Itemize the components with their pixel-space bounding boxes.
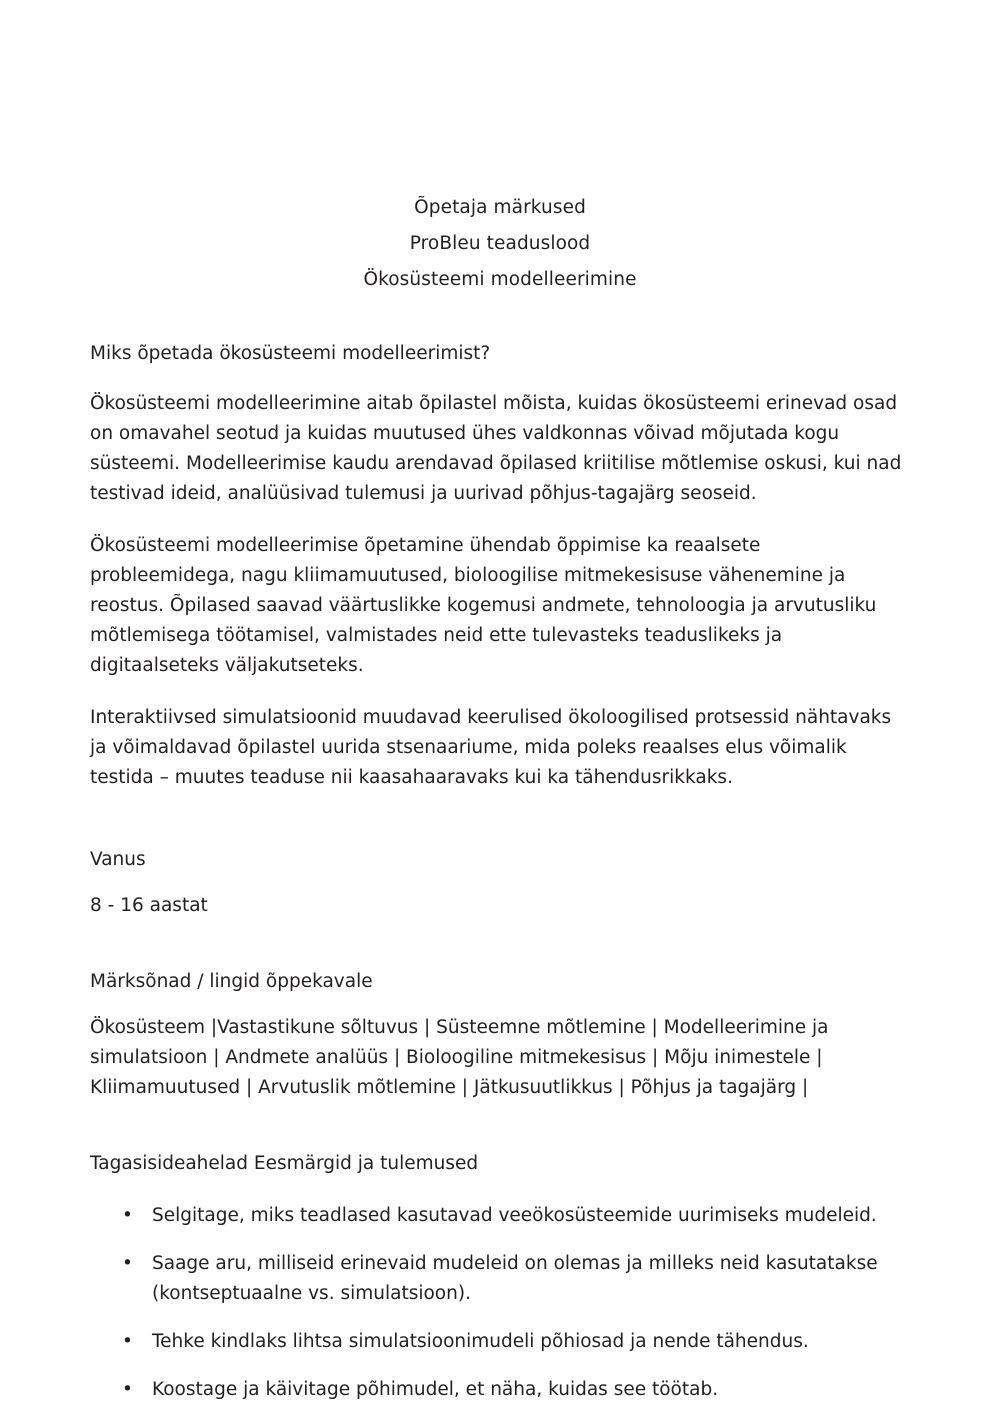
document-title-primary: Õpetaja märkused xyxy=(414,197,586,218)
list-item-text: Saage aru, milliseid erinevaid mudeleid on olemas ja milleks neid kasutatakse (kontseptuaalne vs. simulatsioon). xyxy=(152,1253,878,1304)
list-item xyxy=(90,1327,905,1357)
title-block xyxy=(90,190,910,298)
spacer-before-objectives xyxy=(90,1103,905,1149)
bullet-icon: • xyxy=(122,1253,133,1274)
list-item-text: Tehke kindlaks lihtsa simulatsioonimudeli põhiosad ja nende tähendus. xyxy=(152,1331,809,1352)
document-title-topic: Ökosüsteemi modelleerimine xyxy=(363,269,637,290)
list-item xyxy=(90,1249,905,1309)
document-body xyxy=(90,341,905,1405)
objectives-heading: Tagasisideahelad Eesmärgid ja tulemused xyxy=(90,1153,479,1174)
age-value: 8 - 16 aastat xyxy=(90,895,208,916)
spacer-before-age xyxy=(90,793,905,845)
spacer-before-keywords xyxy=(90,921,905,967)
keywords-value: Ökosüsteem |Vastastikune sõltuvus | Süsteemne mõtlemine | Modelleerimine ja simulatsioon | Andmete analüüs | Bioloogiline mitmekesisus | Mõju inimestele | Kliimamuutused | Arvutuslik mõtlemine | Jätkusuutlikkus | Põhjus ja tagajärg | xyxy=(90,1017,829,1098)
list-item xyxy=(90,1201,905,1231)
bullet-icon: • xyxy=(122,1331,133,1352)
bullet-icon: • xyxy=(122,1379,133,1400)
objectives-list xyxy=(90,1201,905,1405)
list-item-text: Koostage ja käivitage põhimudel, et näha, kuidas see töötab. xyxy=(152,1379,719,1400)
rationale-paragraph-3: Interaktiivsed simulatsioonid muudavad keerulised ökoloogilised protsessid nähtavaks ja võimaldavad õpilastel uurida stsenaariume, mida poleks reaalses elus võimalik testida – muutes teaduse nii kaasahaaravaks kui ka tähendusrikkaks. xyxy=(90,707,892,788)
rationale-paragraph-1: Ökosüsteemi modelleerimine aitab õpilastel mõista, kuidas ökosüsteemi erinevad osad on omavahel seotud ja kuidas muutused ühes valdkonnas võivad mõjutada kogu süsteemi. Modelleerimise kaudu arendavad õpilased kriitilise mõtlemise oskusi, kui nad testivad ideid, analüüsivad tulemusi ja uurivad põhjus-tagajärg seoseid. xyxy=(90,393,902,504)
keywords-label: Märksõnad / lingid õppekavale xyxy=(90,971,373,992)
list-item-text: Selgitage, miks teadlased kasutavad veeökosüsteemide uurimiseks mudeleid. xyxy=(152,1205,877,1226)
list-item xyxy=(90,1375,905,1405)
age-label: Vanus xyxy=(90,849,146,870)
rationale-paragraph-2: Ökosüsteemi modelleerimise õpetamine ühendab õppimise ka reaalsete probleemidega, nagu kliimamuutused, bioloogilise mitmekesisuse vähenemine ja reostus. Õpilased saavad väärtuslikke kogemusi andmete, tehnoloogia ja arvutusliku mõtlemisega töötamisel, valmistades neid ette tulevasteks teaduslikeks ja digitaalseteks väljakutseteks. xyxy=(90,535,877,676)
rationale-heading: Miks õpetada ökosüsteemi modelleerimist? xyxy=(90,343,491,364)
document-title-series: ProBleu teaduslood xyxy=(409,233,591,254)
bullet-icon: • xyxy=(122,1205,133,1226)
